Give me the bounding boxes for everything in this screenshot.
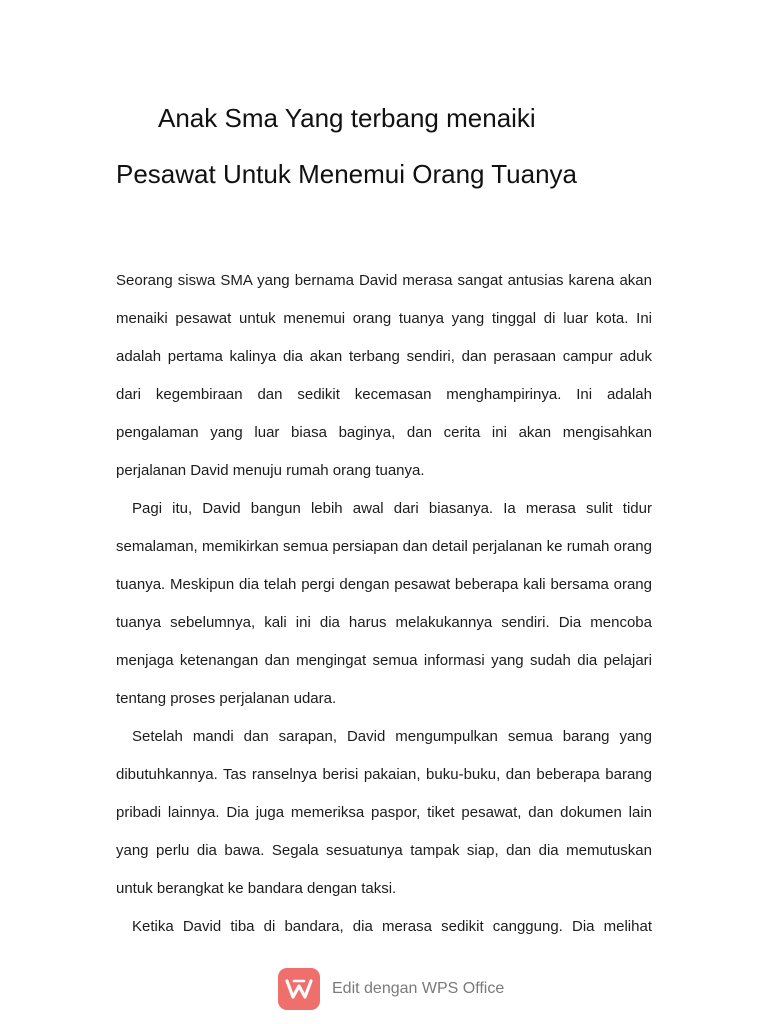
document-title-line-1: Anak Sma Yang terbang menaiki — [158, 103, 536, 133]
paragraph-2: Pagi itu, David bangun lebih awal dari biasanya. Ia merasa sulit tidur semalaman, memikirkan semua persiapan dan detail perjalanan ke rumah orang tuanya. Meskipun dia telah pergi dengan pesawat beberapa kali bersama orang tuanya sebelumnya, kali ini dia harus melakukannya sendiri. Dia mencoba menjaga ketenangan dan mengingat semua informasi yang sudah dia pelajari tentang proses perjalanan udara. — [116, 500, 652, 707]
paragraph-1: Seorang siswa SMA yang bernama David merasa sangat antusias karena akan menaiki pesawat untuk menemui orang tuanya yang tinggal di luar kota. Ini adalah pertama kalinya dia akan terbang sendiri, dan perasaan campur aduk dari kegembiraan dan sedikit kecemasan menghampirinya. Ini adalah pengalaman yang luar biasa baginya, dan cerita ini akan mengisahkan perjalanan David menuju rumah orang tuanya. — [116, 272, 652, 479]
wps-edit-banner[interactable] — [278, 968, 504, 1010]
document-body — [116, 262, 652, 946]
wps-office-logo-icon — [278, 968, 320, 1010]
wps-edit-label[interactable]: Edit dengan WPS Office — [332, 980, 505, 997]
document-title-line-2: Pesawat Untuk Menemui Orang Tuanya — [116, 159, 578, 189]
paragraph-3: Setelah mandi dan sarapan, David mengumpulkan semua barang yang dibutuhkannya. Tas ranselnya berisi pakaian, buku-buku, dan beberapa barang pribadi lainnya. Dia juga memeriksa paspor, tiket pesawat, dan dokumen lain yang perlu dia bawa. Segala sesuatunya tampak siap, dan dia memutuskan untuk berangkat ke bandara dengan taksi. — [116, 728, 652, 897]
paragraph-4: Ketika David tiba di bandara, dia merasa sedikit canggung. Dia melihat — [132, 918, 652, 935]
